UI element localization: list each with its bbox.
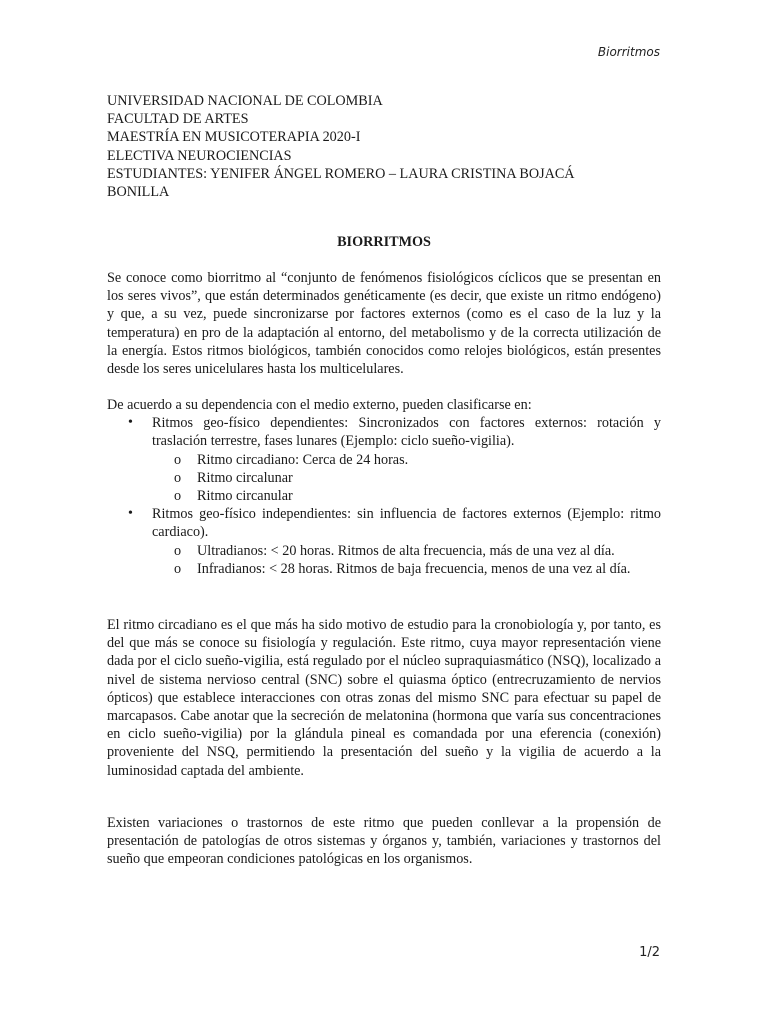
sub-list-item [107, 542, 661, 560]
classification-section [107, 396, 661, 578]
list-item-text: Ritmos geo-físico independientes: sin influencia de factores externos (Ejemplo: ritmo cardiaco). [152, 506, 661, 541]
header-line-students: ESTUDIANTES: YENIFER ÁNGEL ROMERO – LAURA CRISTINA BOJACÁ [107, 165, 575, 182]
sub-list-item-text: Ritmo circalunar [197, 469, 293, 486]
disorders-section [107, 814, 661, 869]
intro-section [107, 269, 661, 378]
sub-bullet-icon: o [174, 560, 182, 577]
list-item-text: Ritmos geo-físico dependientes: Sincronizados con factores externos: rotación y traslación terrestre, fases lunares (Ejemplo: ciclo sueño-vigilia). [152, 415, 661, 450]
bullet-icon: • [128, 415, 133, 431]
header-line-course: ELECTIVA NEUROCIENCIAS [107, 147, 292, 164]
running-header: Biorritmos [597, 45, 660, 59]
sub-bullet-icon: o [174, 542, 182, 559]
sub-list-item [107, 469, 661, 487]
document-title: BIORRITMOS [337, 234, 431, 250]
sub-list-item [107, 451, 661, 469]
sub-list-item-text: Ritmo circanular [197, 488, 293, 505]
header-line-university: UNIVERSIDAD NACIONAL DE COLOMBIA [107, 93, 383, 109]
sub-list-item-text: Ritmo circadiano: Cerca de 24 horas. [197, 451, 409, 468]
list-item [107, 414, 661, 505]
list-item [107, 505, 661, 578]
paragraph-definition: Se conoce como biorritmo al “conjunto de fenómenos fisiológicos cíclicos que se presentan en los seres vivos”, que están determinados genéticamente (es decir, que existe un ritmo endógeno) y que, a su vez, puede sincronizarse por factores externos (como es el caso de la luz y la temperatura) en pro de la adaptación al entorno, del metabolismo y de la correcta utilización de la energía. Estos ritmos biológicos, también conocidos como relojes biológicos, están presentes desde los seres unicelulares hasta los multicelulares. [107, 270, 661, 378]
sub-bullet-icon: o [174, 451, 182, 468]
paragraph-disorders: Existen variaciones o trastornos de este ritmo que pueden conllevar a la propensión de presentación de patologías de otros sistemas y órganos y, también, variaciones y trastornos del sueño que empeoran condiciones patológicas en los organismos. [107, 815, 661, 868]
sub-list [152, 542, 661, 578]
circadian-section [107, 616, 661, 780]
header-line-students-cont: BONILLA [107, 184, 170, 201]
bullet-icon: • [128, 506, 133, 522]
header-line-faculty: FACULTAD DE ARTES [107, 111, 249, 128]
page-number: 1/2 [639, 945, 660, 960]
sub-bullet-icon: o [174, 488, 182, 505]
sub-list-item-text: Infradianos: < 28 horas. Ritmos de baja frecuencia, menos de una vez al día. [197, 560, 631, 577]
sub-list [152, 451, 661, 506]
sub-list-item-text: Ultradianos: < 20 horas. Ritmos de alta frecuencia, más de una vez al día. [197, 542, 615, 559]
header-line-program: MAESTRÍA EN MUSICOTERAPIA 2020-I [107, 129, 361, 146]
classification-intro: De acuerdo a su dependencia con el medio externo, pueden clasificarse en: [107, 397, 532, 413]
sub-list-item [107, 487, 661, 505]
sub-bullet-icon: o [174, 469, 182, 486]
classification-list [107, 414, 661, 578]
institution-header [107, 92, 661, 201]
paragraph-circadian: El ritmo circadiano es el que más ha sido motivo de estudio para la cronobiología y, por tanto, es del que más se conoce su fisiología y regulación. Este ritmo, cuya mayor representación viene dada por el ciclo sueño-vigilia, está regulado por el núcleo supraquiasmático (NSQ), localizado a nivel de sistema nervioso central (SNC) sobre el quiasma óptico (entrecruzamiento de nervios ópticos) que establece interacciones con otras zonas del mismo SNC para efectuar su papel de marcapasos. Cabe anotar que la secreción de melatonina (hormona que varía sus concentraciones en ciclo sueño-vigilia) por la glándula pineal es comandada por una eferencia (conexión) proveniente del NSQ, permitiendo la presentación del sueño y la vigilia de acuerdo a la luminosidad captada del ambiente. [107, 617, 661, 779]
sub-list-item [107, 560, 661, 578]
